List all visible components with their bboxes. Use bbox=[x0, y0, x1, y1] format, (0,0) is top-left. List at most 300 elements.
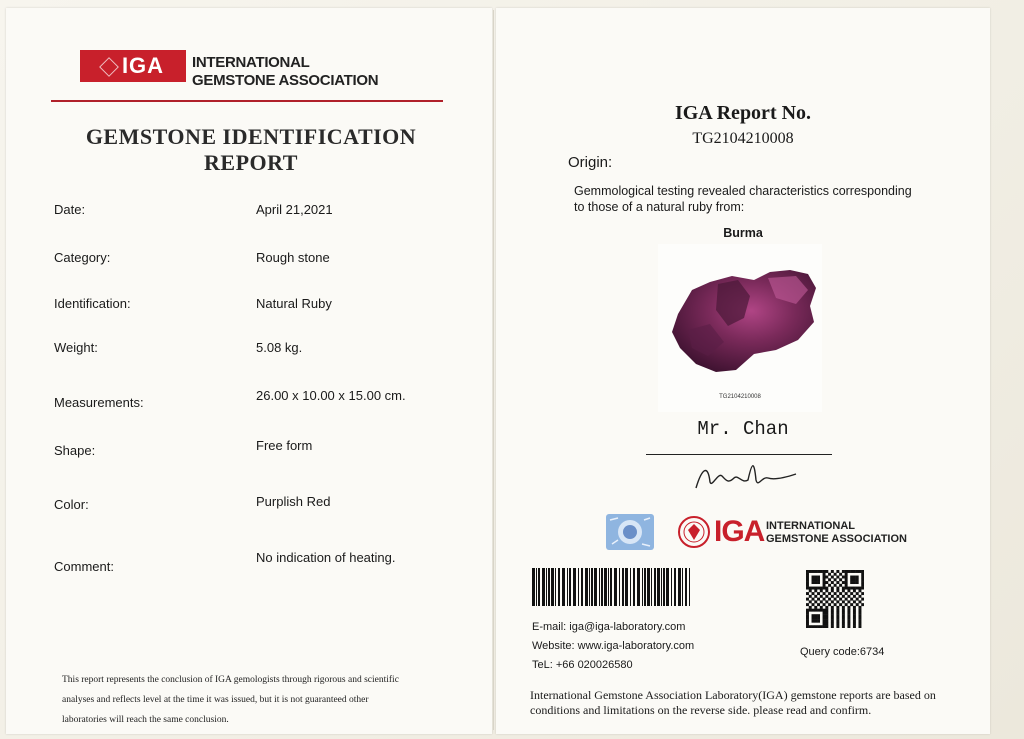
qr-module bbox=[842, 611, 845, 614]
qr-module bbox=[806, 581, 809, 584]
qr-module bbox=[847, 606, 850, 609]
query-code: Query code:6734 bbox=[800, 646, 885, 658]
qr-module bbox=[842, 617, 845, 620]
qr-module bbox=[861, 570, 864, 573]
field-value: April 21,2021 bbox=[256, 202, 333, 217]
qr-code-icon bbox=[806, 570, 864, 628]
qr-module bbox=[853, 622, 856, 625]
qr-module bbox=[853, 576, 856, 579]
qr-module bbox=[831, 611, 834, 614]
logo-text: IGA bbox=[121, 53, 165, 78]
qr-module bbox=[831, 581, 834, 584]
qr-module bbox=[858, 570, 861, 573]
qr-module bbox=[836, 620, 839, 623]
qr-module bbox=[814, 578, 817, 581]
qr-module bbox=[853, 609, 856, 612]
qr-module bbox=[823, 576, 826, 579]
qr-module bbox=[839, 603, 842, 606]
qr-module bbox=[812, 620, 815, 623]
qr-module bbox=[831, 570, 834, 573]
barcode-bar bbox=[599, 568, 600, 606]
qr-module bbox=[823, 584, 826, 587]
qr-module bbox=[806, 614, 809, 617]
qr-module bbox=[853, 617, 856, 620]
qr-module bbox=[858, 595, 861, 598]
qr-module bbox=[836, 587, 839, 590]
barcode-bar bbox=[548, 568, 550, 606]
page-fold bbox=[493, 10, 494, 730]
barcode-bar bbox=[536, 568, 537, 606]
qr-module bbox=[845, 587, 848, 590]
barcode-bar bbox=[630, 568, 631, 606]
qr-module bbox=[861, 573, 864, 576]
qr-module bbox=[828, 573, 831, 576]
barcode-bar bbox=[591, 568, 593, 606]
qr-module bbox=[847, 570, 850, 573]
qr-module bbox=[845, 584, 848, 587]
qr-module bbox=[845, 573, 848, 576]
qr-module bbox=[823, 587, 826, 590]
qr-module bbox=[825, 609, 828, 612]
qr-module bbox=[858, 622, 861, 625]
qr-module bbox=[853, 581, 856, 584]
qr-module bbox=[845, 570, 848, 573]
barcode-bar bbox=[555, 568, 556, 606]
qr-module bbox=[831, 587, 834, 590]
field-label: Weight: bbox=[54, 340, 98, 355]
qr-module bbox=[834, 592, 837, 595]
field-label: Comment: bbox=[54, 559, 114, 574]
qr-module bbox=[861, 578, 864, 581]
qr-module bbox=[858, 617, 861, 620]
qr-module bbox=[856, 598, 859, 601]
qr-module bbox=[825, 587, 828, 590]
qr-module bbox=[842, 600, 845, 603]
barcode-bar bbox=[585, 568, 588, 606]
qr-module bbox=[814, 576, 817, 579]
qr-module bbox=[845, 603, 848, 606]
qr-module bbox=[823, 570, 826, 573]
qr-module bbox=[847, 587, 850, 590]
qr-module bbox=[806, 625, 809, 628]
statement-line: to those of a natural ruby from: bbox=[574, 200, 745, 214]
qr-module bbox=[836, 614, 839, 617]
field-label: Date: bbox=[54, 202, 86, 217]
qr-module bbox=[817, 609, 820, 612]
qr-module bbox=[823, 625, 826, 628]
qr-module bbox=[812, 592, 815, 595]
qr-module bbox=[847, 589, 850, 592]
qr-module bbox=[836, 606, 839, 609]
qr-module bbox=[856, 578, 859, 581]
qr-module bbox=[858, 614, 861, 617]
qr-module bbox=[834, 578, 837, 581]
ruby-rough-image bbox=[658, 244, 822, 394]
barcode-bar bbox=[546, 568, 547, 606]
qr-module bbox=[842, 581, 845, 584]
barcode-bar bbox=[666, 568, 669, 606]
barcode-bar bbox=[614, 568, 617, 606]
barcode-bar bbox=[573, 568, 576, 606]
qr-module bbox=[836, 589, 839, 592]
barcode-bar bbox=[619, 568, 620, 606]
field-value: 5.08 kg. bbox=[256, 340, 303, 355]
org-line1: INTERNATIONAL bbox=[192, 54, 310, 71]
qr-module bbox=[812, 578, 815, 581]
barcode-bar bbox=[657, 568, 660, 606]
right-page bbox=[496, 8, 990, 734]
barcode-bar bbox=[601, 568, 603, 606]
qr-module bbox=[823, 578, 826, 581]
qr-module bbox=[831, 625, 834, 628]
qr-module bbox=[842, 609, 845, 612]
testing-statement bbox=[574, 183, 954, 215]
qr-module bbox=[806, 584, 809, 587]
barcode-bar bbox=[671, 568, 672, 606]
qr-module bbox=[858, 587, 861, 590]
qr-module bbox=[806, 592, 809, 595]
barcode-icon bbox=[532, 568, 690, 606]
barcode-bar bbox=[633, 568, 635, 606]
qr-module bbox=[853, 614, 856, 617]
report-number: TG2104210008 bbox=[692, 130, 794, 147]
photo-caption: TG2104210008 bbox=[719, 394, 761, 400]
qr-module bbox=[825, 570, 828, 573]
iga-logo bbox=[80, 50, 186, 82]
qr-module bbox=[861, 587, 864, 590]
report-title bbox=[56, 124, 446, 176]
qr-module bbox=[823, 603, 826, 606]
qr-module bbox=[817, 620, 820, 623]
qr-module bbox=[809, 595, 812, 598]
qr-module bbox=[812, 617, 815, 620]
qr-module bbox=[814, 620, 817, 623]
qr-module bbox=[814, 625, 817, 628]
qr-module bbox=[806, 598, 809, 601]
qr-module bbox=[856, 576, 859, 579]
qr-module bbox=[820, 609, 823, 612]
qr-module bbox=[806, 570, 809, 573]
iga-seal-icon bbox=[678, 516, 710, 548]
contact-website: Website: www.iga-laboratory.com bbox=[532, 640, 695, 652]
qr-module bbox=[814, 595, 817, 598]
barcode-bar bbox=[604, 568, 607, 606]
barcode-bar bbox=[567, 568, 568, 606]
terms-line: International Gemstone Association Laboratory(IGA) gemstone reports are based on bbox=[530, 688, 936, 702]
qr-module bbox=[842, 625, 845, 628]
barcode-bar bbox=[674, 568, 676, 606]
qr-module bbox=[831, 617, 834, 620]
qr-module bbox=[858, 606, 861, 609]
qr-module bbox=[817, 603, 820, 606]
qr-module bbox=[825, 581, 828, 584]
qr-module bbox=[850, 578, 853, 581]
qr-module bbox=[842, 587, 845, 590]
barcode-bar bbox=[663, 568, 665, 606]
qr-module bbox=[823, 598, 826, 601]
qr-module bbox=[861, 584, 864, 587]
qr-module bbox=[825, 617, 828, 620]
qr-module bbox=[817, 617, 820, 620]
barcode-bar bbox=[581, 568, 583, 606]
qr-module bbox=[809, 589, 812, 592]
qr-module bbox=[853, 578, 856, 581]
field-label: Shape: bbox=[54, 443, 96, 458]
qr-module bbox=[856, 581, 859, 584]
barcode-bar bbox=[589, 568, 590, 606]
qr-module bbox=[806, 576, 809, 579]
qr-module bbox=[839, 573, 842, 576]
qr-module bbox=[842, 606, 845, 609]
qr-module bbox=[847, 614, 850, 617]
qr-module bbox=[842, 576, 845, 579]
qr-module bbox=[831, 595, 834, 598]
qr-module bbox=[847, 625, 850, 628]
qr-module bbox=[850, 587, 853, 590]
terms-notice bbox=[530, 688, 970, 718]
qr-module bbox=[825, 606, 828, 609]
qr-module bbox=[853, 611, 856, 614]
qr-module bbox=[814, 581, 817, 584]
qr-module bbox=[825, 576, 828, 579]
qr-module bbox=[814, 600, 817, 603]
qr-module bbox=[861, 603, 864, 606]
qr-module bbox=[847, 617, 850, 620]
barcode-bar bbox=[661, 568, 662, 606]
barcode-bar bbox=[682, 568, 683, 606]
barcode-bar bbox=[532, 568, 535, 606]
qr-module bbox=[839, 584, 842, 587]
barcode-bar bbox=[608, 568, 609, 606]
iga-logo-text: IGA bbox=[714, 515, 765, 548]
qr-module bbox=[850, 592, 853, 595]
barcode-bar bbox=[558, 568, 560, 606]
qr-module bbox=[836, 625, 839, 628]
qr-module bbox=[820, 625, 823, 628]
qr-module bbox=[823, 592, 826, 595]
qr-module bbox=[856, 603, 859, 606]
contact-tel: TeL: +66 020026580 bbox=[532, 659, 633, 671]
barcode-bar bbox=[689, 568, 690, 606]
qr-module bbox=[842, 589, 845, 592]
qr-module bbox=[806, 611, 809, 614]
qr-module bbox=[858, 609, 861, 612]
qr-module bbox=[856, 587, 859, 590]
qr-module bbox=[831, 576, 834, 579]
contact-email: E-mail: iga@iga-laboratory.com bbox=[532, 621, 686, 633]
qr-module bbox=[831, 614, 834, 617]
qr-module bbox=[847, 620, 850, 623]
qr-module bbox=[809, 625, 812, 628]
qr-module bbox=[809, 587, 812, 590]
qr-module bbox=[836, 622, 839, 625]
qr-module bbox=[812, 587, 815, 590]
qr-module bbox=[853, 570, 856, 573]
qr-module bbox=[809, 570, 812, 573]
signature-line bbox=[646, 454, 832, 455]
field-value: Natural Ruby bbox=[256, 296, 332, 311]
qr-module bbox=[812, 570, 815, 573]
barcode-bar bbox=[594, 568, 597, 606]
qr-module bbox=[839, 598, 842, 601]
iga-org-line1: INTERNATIONAL bbox=[766, 520, 856, 532]
qr-module bbox=[839, 578, 842, 581]
terms-line: conditions and limitations on the reverse side. please read and confirm. bbox=[530, 703, 872, 717]
qr-module bbox=[831, 620, 834, 623]
qr-module bbox=[817, 614, 820, 617]
qr-module bbox=[853, 606, 856, 609]
contact-info bbox=[532, 618, 694, 675]
qr-module bbox=[817, 570, 820, 573]
barcode-bar bbox=[551, 568, 554, 606]
qr-module bbox=[820, 587, 823, 590]
qr-module bbox=[812, 576, 815, 579]
qr-module bbox=[828, 603, 831, 606]
qr-module bbox=[858, 589, 861, 592]
qr-module bbox=[831, 589, 834, 592]
qr-module bbox=[850, 570, 853, 573]
qr-module bbox=[806, 603, 809, 606]
left-page bbox=[6, 8, 492, 734]
qr-module bbox=[834, 584, 837, 587]
qr-module bbox=[853, 589, 856, 592]
field-value: Purplish Red bbox=[256, 494, 331, 509]
qr-module bbox=[825, 625, 828, 628]
qr-module bbox=[842, 595, 845, 598]
qr-module bbox=[812, 603, 815, 606]
barcode-bar bbox=[625, 568, 628, 606]
qr-module bbox=[836, 609, 839, 612]
qr-module bbox=[861, 598, 864, 601]
qr-module bbox=[847, 609, 850, 612]
qr-module bbox=[845, 598, 848, 601]
barcode-bar bbox=[644, 568, 646, 606]
qr-module bbox=[853, 600, 856, 603]
field-value: Rough stone bbox=[256, 250, 330, 265]
qr-module bbox=[836, 581, 839, 584]
qr-module bbox=[858, 625, 861, 628]
qr-module bbox=[825, 595, 828, 598]
qr-module bbox=[817, 581, 820, 584]
qr-module bbox=[850, 576, 853, 579]
barcode-bar bbox=[622, 568, 624, 606]
qr-module bbox=[853, 625, 856, 628]
qr-module bbox=[847, 622, 850, 625]
gem-icon bbox=[99, 57, 119, 77]
qr-module bbox=[858, 620, 861, 623]
qr-module bbox=[856, 570, 859, 573]
qr-module bbox=[806, 620, 809, 623]
qr-module bbox=[836, 600, 839, 603]
barcode-bar bbox=[647, 568, 650, 606]
header-divider bbox=[51, 100, 443, 102]
qr-module bbox=[806, 622, 809, 625]
barcode-bar bbox=[637, 568, 640, 606]
barcode-bar bbox=[538, 568, 540, 606]
qr-module bbox=[817, 578, 820, 581]
qr-module bbox=[814, 587, 817, 590]
title-line2: REPORT bbox=[204, 150, 298, 175]
qr-module bbox=[809, 609, 812, 612]
barcode-bar bbox=[642, 568, 643, 606]
qr-module bbox=[853, 595, 856, 598]
qr-module bbox=[820, 595, 823, 598]
qr-module bbox=[861, 576, 864, 579]
qr-module bbox=[812, 625, 815, 628]
qr-module bbox=[814, 609, 817, 612]
qr-module bbox=[847, 595, 850, 598]
qr-module bbox=[850, 581, 853, 584]
barcode-bar bbox=[654, 568, 656, 606]
qr-module bbox=[828, 584, 831, 587]
qr-module bbox=[812, 581, 815, 584]
field-value: No indication of heating. bbox=[256, 550, 396, 565]
qr-module bbox=[823, 611, 826, 614]
qr-module bbox=[842, 620, 845, 623]
qr-module bbox=[845, 578, 848, 581]
org-name bbox=[192, 54, 378, 90]
qr-module bbox=[823, 620, 826, 623]
qr-module bbox=[853, 587, 856, 590]
qr-module bbox=[825, 622, 828, 625]
qr-module bbox=[831, 600, 834, 603]
qr-module bbox=[834, 603, 837, 606]
qr-module bbox=[806, 587, 809, 590]
qr-module bbox=[845, 581, 848, 584]
qr-module bbox=[806, 573, 809, 576]
qr-module bbox=[828, 578, 831, 581]
qr-module bbox=[814, 606, 817, 609]
qr-module bbox=[820, 589, 823, 592]
qr-module bbox=[825, 589, 828, 592]
field-label: Category: bbox=[54, 250, 111, 265]
statement-line: Gemmological testing revealed characteristics corresponding bbox=[574, 184, 912, 198]
qr-module bbox=[817, 625, 820, 628]
qr-module bbox=[817, 598, 820, 601]
qr-module bbox=[836, 570, 839, 573]
qr-module bbox=[831, 622, 834, 625]
qr-module bbox=[809, 606, 812, 609]
qr-module bbox=[814, 614, 817, 617]
iga-org-line2: GEMSTONE ASSOCIATION bbox=[766, 533, 907, 545]
gemstone-photo bbox=[658, 244, 822, 412]
qr-module bbox=[861, 581, 864, 584]
barcode-bar bbox=[569, 568, 571, 606]
qr-module bbox=[834, 598, 837, 601]
qr-module bbox=[845, 576, 848, 579]
title-line1: GEMSTONE IDENTIFICATION bbox=[85, 124, 417, 149]
barcode-bar bbox=[610, 568, 612, 606]
qr-module bbox=[834, 573, 837, 576]
barcode-bar bbox=[685, 568, 687, 606]
qr-module bbox=[831, 606, 834, 609]
org-line2: GEMSTONE ASSOCIATION bbox=[192, 72, 379, 89]
qr-module bbox=[823, 609, 826, 612]
disclaimer-line: analyses and reflects level at the time it was issued, but it is not guaranteed other bbox=[62, 695, 369, 705]
qr-module bbox=[806, 578, 809, 581]
qr-module bbox=[820, 570, 823, 573]
qr-module bbox=[842, 570, 845, 573]
field-value: Free form bbox=[256, 438, 313, 453]
qr-module bbox=[847, 611, 850, 614]
field-value: 26.00 x 10.00 x 15.00 cm. bbox=[256, 388, 406, 403]
iga-org-name bbox=[766, 520, 907, 546]
qr-module bbox=[820, 600, 823, 603]
qr-module bbox=[836, 576, 839, 579]
qr-module bbox=[820, 606, 823, 609]
barcode-bar bbox=[542, 568, 545, 606]
barcode-bar bbox=[651, 568, 652, 606]
